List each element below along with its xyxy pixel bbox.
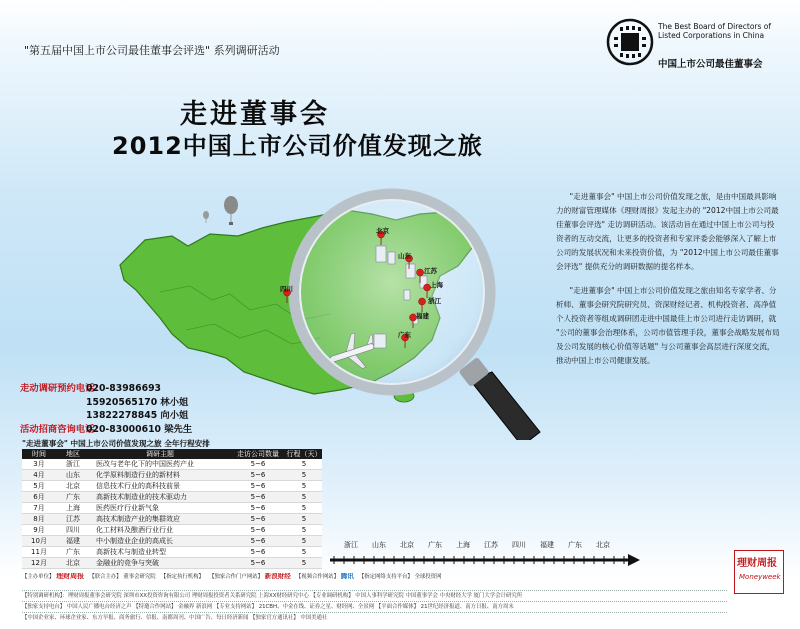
- route-stop: 福建: [540, 541, 554, 549]
- cell-days: 5: [286, 492, 322, 503]
- schedule-header-region: 地区: [56, 449, 90, 459]
- cell-count: 5~6: [230, 536, 286, 547]
- cell-count: 5~6: [230, 503, 286, 514]
- logo-english-text: The Best Board of Directors of Listed Corporations in China: [658, 22, 772, 40]
- pin-icon: [419, 298, 426, 312]
- credits-line: 【特别调研机构】：理财周报董事会研究院 深圳市XX投资咨询有限公司 理财周报投资者关系研究院 上海XX财经研究中心 【专业调研机构】 中国人事科学研究院 中国董事学会 中央财经大学 厦门大学会计研究所: [22, 590, 727, 601]
- cell-month: 10月: [22, 536, 56, 547]
- sub-title: 2012中国上市公司价值发现之旅: [112, 132, 483, 160]
- table-row: [22, 492, 322, 503]
- cell-month: 4月: [22, 470, 56, 481]
- table-row: [22, 525, 322, 536]
- cell-topic: 医药医疗行业新气象: [90, 503, 230, 514]
- video-label: 【视频合作网站】: [295, 574, 339, 580]
- main-title: 走进董事会: [180, 99, 330, 130]
- cell-topic: 金融业的竞争与突破: [90, 558, 230, 569]
- cell-topic: 高新技术制造业的技术驱动力: [90, 492, 230, 503]
- route-stop: 浙江: [344, 541, 358, 549]
- cell-count: 5~6: [230, 514, 286, 525]
- table-row: [22, 481, 322, 492]
- cell-days: 5: [286, 547, 322, 558]
- moneyweek-logo: [734, 550, 784, 594]
- schedule-header-count: 走访公司数量: [230, 449, 286, 459]
- cell-days: 5: [286, 514, 322, 525]
- table-row: [22, 514, 322, 525]
- route-arrow-icon: [628, 554, 640, 566]
- campaign-subtitle: "第五届中国上市公司最佳董事会评选" 系列调研活动: [24, 44, 280, 57]
- credits-line: 【独家支持电台】 中国人民广播电台经济之声 【特邀合作网站】 金融界 新浪网 【专业支持网站】 21CBH、中金在线、证券之星、财经网、全景网 【平面合作媒体】 21世纪经济报道、南方日报、南方周末: [22, 601, 727, 612]
- map-label-shanghai: 上海: [430, 281, 443, 289]
- cell-month: 5月: [22, 481, 56, 492]
- map-label: 【指定网络支持平台】: [358, 574, 413, 580]
- table-row: [22, 470, 322, 481]
- route-stop: 北京: [400, 541, 414, 549]
- ads-phone: 020-83000610 梁先生: [86, 423, 193, 435]
- research-phone: 13822278845 向小姐: [86, 410, 189, 421]
- strategy-label: 【指定执行机构】: [160, 574, 204, 580]
- cell-days: 5: [286, 536, 322, 547]
- cell-region: 山东: [56, 470, 90, 481]
- research-phone: 020-83986693: [86, 383, 162, 394]
- cell-month: 6月: [22, 492, 56, 503]
- ads-phone-label: 活动招商咨询电话：: [20, 423, 104, 435]
- route-timeline: [324, 540, 644, 572]
- credits: [22, 590, 727, 623]
- co-organizer-name: 董事会研究院: [123, 574, 156, 580]
- media-name: 新浪财经: [264, 573, 291, 580]
- research-phone-label: 走动调研预约电话：: [20, 383, 104, 394]
- media-label: 【独家合作门户网站】: [209, 574, 263, 580]
- cell-days: 5: [286, 481, 322, 492]
- cell-count: 5~6: [230, 492, 286, 503]
- route-stop: 四川: [512, 541, 526, 549]
- cell-region: 浙江: [56, 459, 90, 470]
- organizer-label: 【主办单位】: [22, 574, 55, 580]
- cell-topic: 信息技术行业的高科技前景: [90, 481, 230, 492]
- brand-cn: 理财周报: [737, 558, 777, 569]
- cell-region: 广东: [56, 492, 90, 503]
- cell-days: 5: [286, 525, 322, 536]
- map-name: 全球投资网: [414, 574, 442, 580]
- map-label-zhejiang: 浙江: [428, 297, 441, 305]
- board-table-logo-icon: [606, 18, 654, 66]
- cell-region: 北京: [56, 481, 90, 492]
- schedule-title: "走进董事会" 中国上市公司价值发现之旅 全年行程安排: [22, 439, 210, 448]
- organizer-name: 理财周报: [56, 573, 85, 580]
- event-logo: [606, 14, 796, 76]
- cell-topic: 医改与老年化下的中国医药产业: [90, 459, 230, 470]
- schedule-table: [22, 449, 322, 569]
- cell-topic: 化工材料及酿酒行业行业: [90, 525, 230, 536]
- cell-count: 5~6: [230, 547, 286, 558]
- pin-icon: [417, 269, 424, 283]
- cell-count: 5~6: [230, 525, 286, 536]
- intro-paragraph: "走进董事会" 中国上市公司价值发现之旅由知名专家学者、分析师、董事会研究院研究员、资深财经记者、机构投资者、高净值个人投资者等组成调研团走进中国最佳上市公司进行走访调研，就 "公司的董事会治理体系，公司市值管理手段，董事会战略发展布局及公司发展的核心价值等话题" 与公司董事会高层进行深度交流，推动中国上市公司健康发展。: [556, 286, 780, 365]
- weibo-name: 腾讯: [340, 573, 354, 580]
- table-row: [22, 459, 322, 470]
- cell-topic: 中小制造业企业的高成长: [90, 536, 230, 547]
- map-label-fujian: 福建: [416, 312, 429, 320]
- cell-days: 5: [286, 459, 322, 470]
- map-label-jiangsu: 江苏: [424, 267, 437, 275]
- cell-region: 北京: [56, 558, 90, 569]
- cell-month: 12月: [22, 558, 56, 569]
- cell-month: 11月: [22, 547, 56, 558]
- route-stop: 广东: [428, 541, 442, 549]
- cell-region: 四川: [56, 525, 90, 536]
- cell-region: 江苏: [56, 514, 90, 525]
- credits-line: 【中国企业家、环球企业家、东方早报、商务旅行、信报、南都周刊、中国广告、每日经济新闻 【独家官方通讯社】 中国美通社: [22, 612, 727, 623]
- table-row: [22, 558, 322, 569]
- table-row: [22, 503, 322, 514]
- intro-text: [556, 190, 780, 368]
- cell-count: 5~6: [230, 459, 286, 470]
- map-label-guangdong: 广东: [398, 331, 411, 339]
- cell-region: 福建: [56, 536, 90, 547]
- research-phone: 15920565170 林小姐: [86, 396, 189, 408]
- cell-region: 上海: [56, 503, 90, 514]
- map-label-shandong: 山东: [398, 252, 411, 260]
- cell-topic: 高技术制造产业的集群效应: [90, 514, 230, 525]
- cell-days: 5: [286, 503, 322, 514]
- intro-paragraph: "走进董事会" 中国上市公司价值发现之旅，是由中国最具影响力的财富管理媒体《理财周报》发起主办的 "2012中国上市公司最佳董事会评选" 走访调研活动。该活动旨在通过中国上市公司与投资者的互动交流，让更多的投资者和专家评委会能够深入了解上市公司的发展状况和未来投资价值，为 "2012中国上市公司最佳董事会评选" 提供充分的调研数据的提名样本。: [556, 192, 779, 271]
- map-label-beijing: 北京: [376, 227, 389, 235]
- location-pins: [0, 0, 560, 440]
- schedule-header-days: 行程（天）: [286, 450, 322, 458]
- schedule-header-month: 时间: [22, 449, 56, 459]
- map-city-markers: [0, 0, 560, 440]
- schedule-header-topic: 调研主题: [90, 449, 230, 459]
- sponsor-row: [22, 573, 727, 581]
- cell-region: 广东: [56, 547, 90, 558]
- cell-topic: 高新技术与制造业转型: [90, 547, 230, 558]
- cell-days: 5: [286, 558, 322, 569]
- route-stop: 北京: [596, 541, 610, 549]
- cell-month: 7月: [22, 503, 56, 514]
- co-organizer-label: 【联合主办】: [89, 574, 122, 580]
- route-stop: 山东: [372, 541, 386, 549]
- cell-month: 8月: [22, 514, 56, 525]
- cell-days: 5: [286, 470, 322, 481]
- cell-count: 5~6: [230, 481, 286, 492]
- logo-chinese-text: 中国上市公司最佳董事会: [658, 59, 763, 70]
- contact-block: [20, 382, 192, 436]
- table-row: [22, 536, 322, 547]
- route-stop: 广东: [568, 541, 582, 549]
- table-row: [22, 547, 322, 558]
- cell-month: 9月: [22, 525, 56, 536]
- cell-month: 3月: [22, 459, 56, 470]
- brand-en: Moneyweek: [739, 573, 781, 581]
- cell-count: 5~6: [230, 470, 286, 481]
- map-label-sichuan: 四川: [280, 285, 293, 293]
- cell-topic: 化学原料制造行业的新材料: [90, 470, 230, 481]
- cell-count: 5~6: [230, 558, 286, 569]
- route-stop: 上海: [456, 541, 470, 549]
- route-stop: 江苏: [484, 541, 498, 549]
